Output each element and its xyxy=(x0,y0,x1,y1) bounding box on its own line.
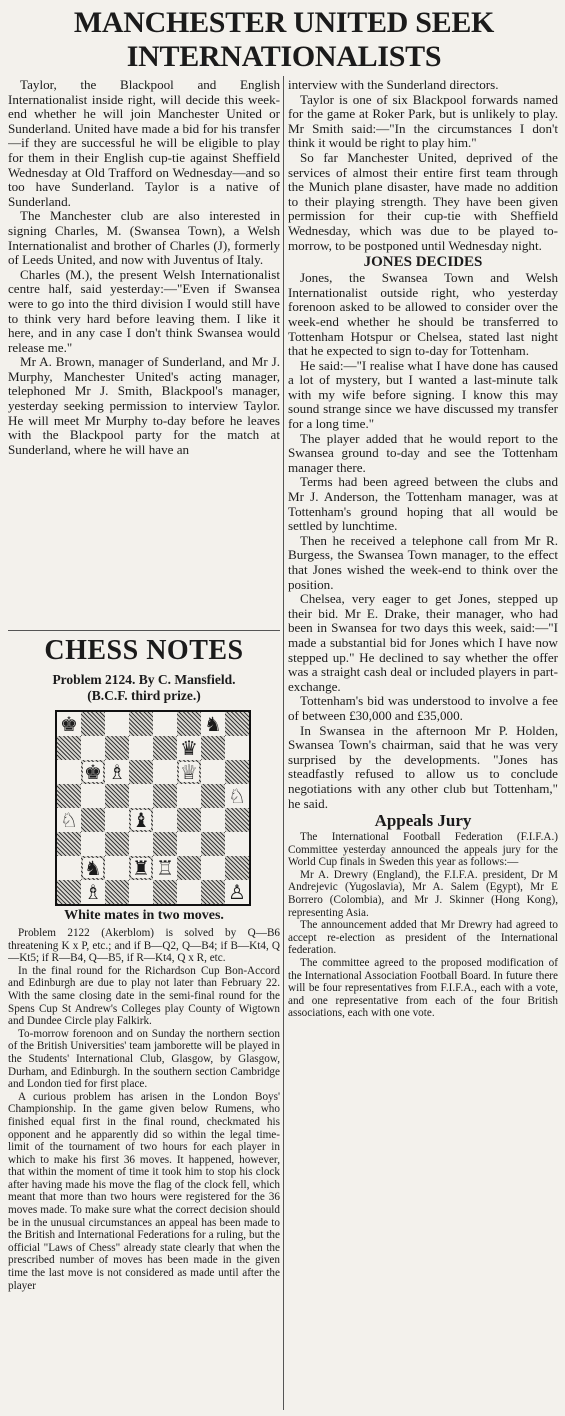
board-square xyxy=(81,856,105,880)
board-square xyxy=(177,832,201,856)
board-square xyxy=(201,832,225,856)
board-square xyxy=(81,784,105,808)
board-square xyxy=(225,760,249,784)
board-square xyxy=(177,736,201,760)
section-divider xyxy=(8,630,280,631)
board-square xyxy=(201,880,225,904)
board-square xyxy=(57,712,81,736)
board-square xyxy=(153,712,177,736)
board-square xyxy=(153,760,177,784)
chess-piece-icon: ♜ xyxy=(132,856,150,880)
article-paragraph: The announcement added that Mr Drewry had agreed to accept re-election as president of the International federation. xyxy=(288,919,558,957)
board-square xyxy=(105,832,129,856)
chess-notes-body xyxy=(8,927,280,1410)
board-square xyxy=(129,880,153,904)
board-square xyxy=(201,784,225,808)
article-paragraph: Terms had been agreed between the clubs and Mr J. Anderson, the Tottenham manager, was at Tottenham's ground hoping that all would be settled by lunchtime. xyxy=(288,474,558,534)
column-divider xyxy=(283,76,284,1410)
chess-piece-icon: ♖ xyxy=(156,856,174,880)
board-square xyxy=(57,832,81,856)
board-square xyxy=(57,880,81,904)
chess-piece-icon: ♘ xyxy=(228,784,246,808)
chess-board xyxy=(55,710,251,906)
board-square xyxy=(81,736,105,760)
article-paragraph: Taylor is one of six Blackpool forwards named for the game at Roker Park, but is unlikely to play. Mr Smith said:—"In the circumstances I don't think it would be right to play him." xyxy=(288,91,558,151)
board-square xyxy=(57,736,81,760)
board-square xyxy=(81,832,105,856)
chess-piece-icon: ♘ xyxy=(60,808,78,832)
chess-paragraph: A curious problem has arisen in the London Boys' Championship. In the game given below Rumens, who finished equal first in the final round, checkmated his opponent and he apparently did so within the legal time-limit of the tournament of two hours for each player in which to make his first 36 moves. It happened, however, that within the moment of time it took him to stop his clock after having made his move the flag of the clock fell, which meant that more than two hours were registered for the 36 moves made. To make sure what the correct decision should be in the unusual circumstances an appeal has been made to the British and International Federations for a ruling, but the official "Laws of Chess" already state clearly that when the prescribed number of moves has been made in the given time the last move is not considered as made until after the player xyxy=(8,1090,280,1292)
article-left-column xyxy=(8,78,280,625)
board-square xyxy=(201,736,225,760)
board-square xyxy=(105,880,129,904)
board-square xyxy=(129,808,153,832)
board-square xyxy=(57,808,81,832)
board-square xyxy=(105,712,129,736)
board-square xyxy=(81,760,105,784)
article-paragraph: Jones, the Swansea Town and Welsh Internationalist outside right, who yesterday forenoon asked to be allowed to consider over the week-end whether he should be transferred to Tottenham Hotspur or Chelsea, stated last night that he expected to sign to-day for Tottenham. xyxy=(288,270,558,359)
board-square xyxy=(129,760,153,784)
article-paragraph: interview with the Sunderland directors. xyxy=(288,78,499,92)
chess-piece-icon: ♛ xyxy=(180,736,198,760)
board-square xyxy=(57,856,81,880)
board-square xyxy=(225,736,249,760)
board-square xyxy=(225,712,249,736)
board-square xyxy=(57,784,81,808)
article-paragraph: Taylor, the Blackpool and English Internationalist inside right, will decide this week-end whether he will join Manchester United or Sunderland. United have made a bid for his transfer—if they are successful he will be eligible to play for them in their English cup-tie against Sheffield Wednesday at Old Trafford on Wednesday—and so too have Sunderland. Taylor is a native of Sunderland. xyxy=(8,78,280,209)
board-square xyxy=(177,712,201,736)
chess-paragraph: Problem 2122 (Akerblom) is solved by Q—B6 threatening K x P, etc.; and if B—Q2, Q—B4; if B—Kt4, Q—Kt5; if R—B4, Q—B5, if R—Kt4, Q x R, etc. xyxy=(8,927,280,965)
chess-piece-icon: ♚ xyxy=(60,712,78,736)
board-square xyxy=(153,736,177,760)
board-square xyxy=(201,760,225,784)
chess-prize-line: (B.C.F. third prize.) xyxy=(87,688,201,703)
chess-piece-icon: ♞ xyxy=(84,856,102,880)
board-square xyxy=(201,712,225,736)
board-square xyxy=(105,784,129,808)
board-square xyxy=(153,880,177,904)
article-paragraph: Tottenham's bid was understood to involve a fee of between £30,000 and £35,000. xyxy=(288,693,558,723)
article-paragraph: The player added that he would report to the Swansea ground to-day and see the Tottenham manager there. xyxy=(288,430,558,475)
board-square xyxy=(177,760,201,784)
board-square xyxy=(177,808,201,832)
article-paragraph: He said:—"I realise what I have done has caused a lot of mystery, but I wanted a last-minute talk with my wife before signing. I know this may sound strange since we have discussed my transfer for a long time." xyxy=(288,357,558,432)
board-square xyxy=(153,856,177,880)
board-square xyxy=(153,832,177,856)
article-paragraph: Then he received a telephone call from Mr R. Burgess, the Swansea Town manager, to the effect that Jones wished the week-end to think over the position. xyxy=(288,532,558,592)
board-square xyxy=(225,880,249,904)
jones-decides-heading: JONES DECIDES xyxy=(363,254,483,271)
chess-piece-icon: ♞ xyxy=(204,712,222,736)
board-square xyxy=(129,832,153,856)
article-paragraph: The Manchester club are also interested in signing Charles, M. (Swansea Town), a Welsh Internationalist and brother of Charles (J), formerly of Leeds United, and now with Juventus of Italy. xyxy=(8,208,280,268)
chess-piece-icon: ♗ xyxy=(84,880,102,904)
board-square xyxy=(57,760,81,784)
board-square xyxy=(129,784,153,808)
chess-piece-icon: ♙ xyxy=(228,880,246,904)
article-paragraph: Mr A. Drewry (England), the F.I.F.A. president, Dr M Andrejevic (Yugoslavia), Mr A. Salem (Egypt), Mr E Borrero (Colombia), and Mr J. Skinner (Hong Kong), representing Asia. xyxy=(288,868,558,919)
article-right-column xyxy=(288,78,558,1410)
board-square xyxy=(81,808,105,832)
board-square xyxy=(153,808,177,832)
article-paragraph: The International Football Federation (F.I.F.A.) Committee yesterday announced the appeals jury for the World Cup finals in Sweden this year as follows:— xyxy=(288,831,558,869)
chess-piece-icon: ♚ xyxy=(84,760,102,784)
board-square xyxy=(105,736,129,760)
chess-caption: White mates in two moves. xyxy=(64,908,224,923)
article-paragraph: In Swansea in the afternoon Mr P. Holden, Swansea Town's chairman, said that he was very surprised by the developments. "Jones has steadfastly refused to allow us to conclude negotiations with any other club but Tottenham," he said. xyxy=(288,722,558,811)
chess-piece-icon: ♕ xyxy=(180,760,198,784)
board-square xyxy=(129,856,153,880)
article-paragraph: Charles (M.), the present Welsh Internationalist centre half, said yesterday:—"Even if Swansea were to go into the third division I would still have to think very hard before leaving them. I like it here, and in any case I don't think Swansea would release me." xyxy=(8,266,280,355)
chess-piece-icon: ♗ xyxy=(108,760,126,784)
board-square xyxy=(153,784,177,808)
board-square xyxy=(225,856,249,880)
board-square xyxy=(177,784,201,808)
board-square xyxy=(81,712,105,736)
board-square xyxy=(129,712,153,736)
board-square xyxy=(225,832,249,856)
board-square xyxy=(177,856,201,880)
article-paragraph: So far Manchester United, deprived of the services of almost their entire first team through the Munich plane disaster, have made no addition to their playing strength. They have been given permission for their cup-tie with Sheffield Wednesday, which was due to be played to-morrow, to be postponed until Wednesday night. xyxy=(288,149,558,253)
chess-piece-icon: ♝ xyxy=(132,808,150,832)
chess-problem-line: Problem 2124. By C. Mansfield. xyxy=(52,672,236,687)
board-square xyxy=(201,856,225,880)
article-paragraph: Chelsea, very eager to get Jones, stepped up their bid. Mr E. Drake, their manager, who had been in Swansea for two days this week, said:—"I made a substantial bid for Jones which I have now stepped up." He declined to say whether the offer was a straight cash deal or included players in part-exchange. xyxy=(288,591,558,694)
article-paragraph: Mr A. Brown, manager of Sunderland, and Mr J. Murphy, Manchester United's acting manager, telephoned Mr J. Smith, Blackpool's manager, yesterday seeking permission to interview Taylor. He will meet Mr Murphy to-day before he leaves with the Blackpool party for the match at Sunderland, where he will have an xyxy=(8,354,280,457)
chess-paragraph: To-morrow forenoon and on Sunday the northern section of the British Universities' team jamborette will be played in the Students' International Club, Glasgow, by Glasgow, Durham, and Edinburgh. In the southern section Cambridge and London tied for first place. xyxy=(8,1027,280,1091)
board-square xyxy=(225,784,249,808)
appeals-jury-heading: Appeals Jury xyxy=(374,811,472,831)
board-square xyxy=(201,808,225,832)
board-square xyxy=(105,808,129,832)
headline: MANCHESTER UNITED SEEK INTERNATIONALISTS xyxy=(73,6,495,73)
chess-notes-title: CHESS NOTES xyxy=(44,635,244,666)
board-square xyxy=(225,808,249,832)
board-square xyxy=(105,856,129,880)
board-square xyxy=(129,736,153,760)
article-paragraph: The committee agreed to the proposed modification of the International Association Football Board. In future there will be four representatives from F.I.F.A., each with a vote, and one representative from each of the four British associations, each with one vote. xyxy=(288,957,558,1020)
board-square xyxy=(105,760,129,784)
board-square xyxy=(81,880,105,904)
board-square xyxy=(177,880,201,904)
chess-paragraph: In the final round for the Richardson Cup Bon-Accord and Edinburgh are due to play not later than February 22. With the same closing date in the semi-final round for the Spens Cup St Andrew's Colleges play County of Wigtown and Dundee Circle play Falkirk. xyxy=(8,964,280,1028)
